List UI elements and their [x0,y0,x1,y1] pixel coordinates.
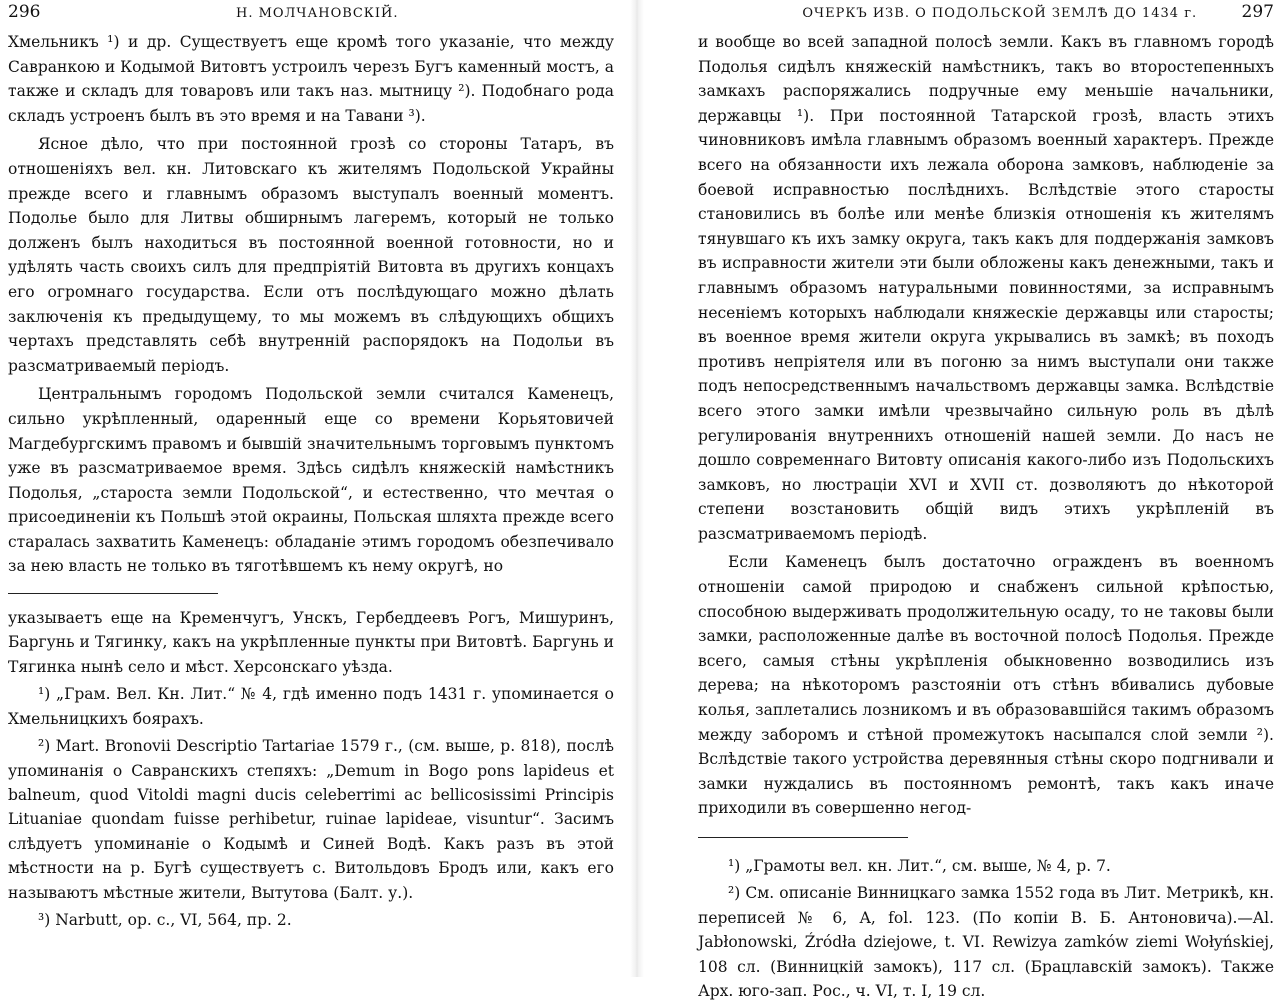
left-page-header [8,0,614,30]
book-gutter [630,0,644,977]
footnote-divider [8,593,218,594]
right-running-head: ОЧЕРКЪ ИЗВ. О ПОДОЛЬСКОЙ ЗЕМЛѢ ДО 1434 г. [802,6,1198,21]
right-footnotes [698,854,1274,1003]
left-body-text [8,30,614,579]
left-page [0,0,622,977]
right-paragraph: и вообще во всей западной полосѣ земли. Какъ въ главномъ городѣ Подолья сидѣлъ княжескій намѣстникъ, такъ во второстепенныхъ замкахъ распоряжались подручные ему меньшіе начальники, державцы ¹). При постоянной Татарской грозѣ, власть этихъ чиновниковъ имѣла главнымъ образомъ военный характеръ. Прежде всего на обязанности ихъ лежала оборона замковъ, наблюденіе за боевой исправностью послѣднихъ. Вслѣдствіе этого старосты становились въ болѣе или менѣе близкія отношенія къ жителямъ тянувшаго къ ихъ замку округа, такъ какъ для поддержанія замковъ въ исправности жители эти были обложены какъ денежными, такъ и главнымъ образомъ натуральными повинностями, за исправнымъ несеніемъ которыхъ наблюдали княжескіе державцы или старосты; въ военное время жители округа укрывались въ замкѣ; въ походъ противъ непріятеля или въ погоню за нимъ выступали они также подъ непосредственнымъ начальствомъ державцы замка. Вслѣдствіе всего этого замки имѣли чрезвычайно сильную роль въ дѣлѣ регулированія внутреннихъ отношеній нашей земли. До насъ не дошло современнаго Витовту описанія какого-либо изъ Подольскихъ замковъ, но люстраціи XVI и XVII ст. дозволяютъ до нѣкоторой степени возстановить общій видъ этихъ укрѣпленій въ разсматриваемомъ періодѣ. [698,33,1274,543]
right-body-text [698,30,1274,821]
footnote: ¹) „Грам. Вел. Кн. Лит.“ № 4, гдѣ именно подъ 1431 г. упоминается о Хмельницкихъ боярахъ. [8,685,614,728]
footnote-divider [698,837,908,838]
left-page-number: 296 [8,2,41,22]
right-page [650,0,1280,1001]
left-running-head: Н. МОЛЧАНОВСКІЙ. [235,6,399,21]
left-paragraph: Ясное дѣло, что при постоянной грозѣ со стороны Татаръ, въ отношеніяхъ вел. кн. Литовскаго къ жителямъ Подольской Украйны прежде всего и главнымъ образомъ выступалъ военный моментъ. Подолье было для Литвы обширнымъ лагеремъ, который не только долженъ былъ находиться въ постоянной военной готовности, но и удѣлять часть своихъ силъ для предпріятій Витовта въ другихъ концахъ его огромнаго государства. Если отъ послѣдующаго можно дѣлать заключенія къ предыдущему, то мы можемъ въ слѣдующихъ общихъ чертахъ представлять себѣ внутренній распорядокъ на Подольи въ разсматриваемый періодъ. [8,135,614,375]
footnote: указываетъ еще на Кременчугъ, Унскъ, Гербеддеевъ Рогъ, Мишуринъ, Баргунь и Тягинку, какъ на укрѣпленные пункты при Витовтѣ. Баргунь и Тягинка нынѣ село и мѣст. Херсонскаго уѣзда. [8,609,614,676]
footnote: ²) См. описаніе Винницкаго замка 1552 года въ Лит. Метрикѣ, кн. переписей № 6, A, fol. 123. (По копіи В. Б. Антоновича).—Al. Jabłonowski, Źródła dziejowe, t. VI. Rewizya zamków ziemi Wołyńskiej, 108 сл. (Винницкій замокъ), 117 сл. (Брацлавскій замокъ). Также Арх. юго-зап. Рос., ч. VI, т. I, 19 сл. [698,884,1274,1001]
left-footnotes [8,606,614,932]
right-paragraph: Если Каменецъ былъ достаточно огражденъ въ военномъ отношеніи самой природою и снабженъ сильной крѣпостью, способною выдерживать продолжительную осаду, то не таковы были замки, расположенные далѣе въ восточной полосѣ Подолья. Прежде всего, самыя стѣны укрѣпленія обыкновенно возводились изъ дерева; на нѣкоторомъ разстояніи отъ стѣнъ вбивались дубовые колья, заплетались лозникомъ и въ образовавшійся такимъ образомъ между заборомъ и стѣной промежутокъ насыпался слой земли ²). Вслѣдствіе такого устройства деревянныя стѣны скоро подгнивали и замки нуждались въ постоянномъ ремонтѣ, такъ какъ иначе приходили въ совершенно негод- [698,553,1274,818]
right-page-header [698,0,1274,30]
left-paragraph: Хмельникъ ¹) и др. Существуетъ еще кромѣ того указаніе, что между Савранкою и Кодымой Витовтъ устроилъ черезъ Бугъ каменный мостъ, а также и складъ для товаровъ или такъ наз. мытницу ²). Подобнаго рода складъ устроенъ былъ въ это время и на Тавани ³). [8,33,614,125]
footnote: ¹) „Грамоты вел. кн. Лит.“, см. выше, № 4, р. 7. [728,857,1111,875]
left-paragraph: Центральнымъ городомъ Подольской земли считался Каменецъ, сильно укрѣпленный, одаренный еще со времени Корьятовичей Магдебургскимъ правомъ и бывшій значительнымъ торговымъ пунктомъ уже въ разсматриваемое время. Здѣсь сидѣлъ княжескій намѣстникъ Подолья, „староста земли Подольской“, и естественно, что мечтая о присоединеніи къ Польшѣ этой окраины, Польская шляхта прежде всего старалась захватить Каменецъ: обладаніе этимъ городомъ обезпечивало за нею власть не только въ тяготѣвшемъ къ нему округѣ, но [8,385,614,576]
footnote: ²) Mart. Bronovii Descriptio Tartariae 1579 г., (см. выше, р. 818), послѣ упоминанія о Савранскихъ степяхъ: „Demum in Bogo pons lapideus et balneum, quod Vitoldi magni ducis celeberrimi ac bellicosissimi Principis Lituaniae quondam fuisse perhibetur, ruinae lapideae, visuntur“. Засимъ слѣдуетъ упоминаніе о Кодымѣ и Синей Водѣ. Какъ разъ въ этой мѣстности на р. Бугѣ существуетъ с. Витольдовъ Бродъ или, какъ его называютъ мѣстные жители, Вытутова (Балт. у.). [8,737,614,902]
footnote: ³) Narbutt, op. c., VI, 564, пр. 2. [38,910,292,929]
right-page-number: 297 [1241,2,1274,22]
